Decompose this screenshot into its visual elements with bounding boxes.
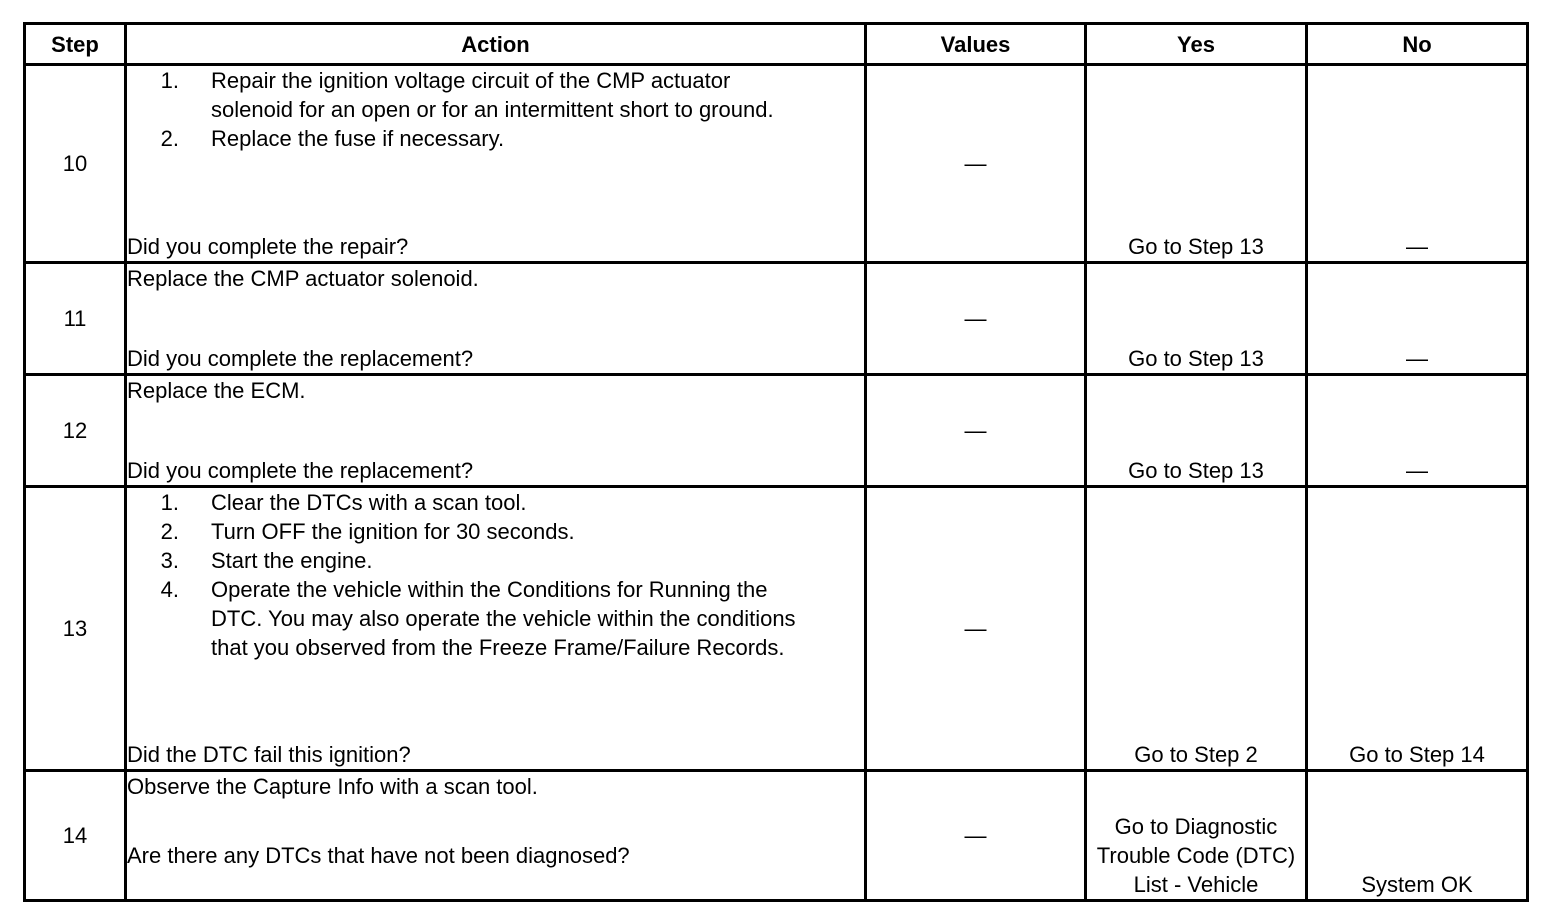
step-item-text: Operate the vehicle within the Conditions for Running the DTC. You may also operate the vehicle within the conditions that you observed from the Freeze Frame/Failure Records. — [211, 577, 796, 660]
action-cell — [126, 375, 866, 487]
table-row-step-10 — [25, 65, 1528, 263]
yes-cell: Go to Step 13 — [1086, 263, 1307, 375]
action-step-item — [127, 488, 864, 517]
step-item-number: 1. — [160, 68, 179, 93]
header-yes: Yes — [1086, 24, 1307, 65]
action-cell — [126, 263, 866, 375]
action-steps — [127, 488, 864, 662]
step-item-text: Clear the DTCs with a scan tool. — [211, 490, 527, 515]
step-number: 12 — [25, 375, 126, 487]
step-item-number: 2. — [160, 126, 179, 151]
step-item-number: 2. — [160, 519, 179, 544]
yes-cell: Go to Step 13 — [1086, 375, 1307, 487]
values-cell: — — [866, 487, 1086, 771]
step-item-text: Start the engine. — [211, 548, 373, 573]
values-cell: — — [866, 771, 1086, 901]
table-row-step-13 — [25, 487, 1528, 771]
header-values: Values — [866, 24, 1086, 65]
yes-cell: Go to Step 2 — [1086, 487, 1307, 771]
action-step-item — [127, 66, 864, 124]
action-step-item — [127, 546, 864, 575]
step-item-text: Replace the fuse if necessary. — [211, 126, 505, 151]
step-number: 11 — [25, 263, 126, 375]
action-cell — [126, 487, 866, 771]
step-item-number: 4. — [160, 577, 179, 602]
values-cell: — — [866, 263, 1086, 375]
values-cell: — — [866, 375, 1086, 487]
action-question: Did you complete the replacement? — [127, 346, 474, 371]
header-row — [25, 24, 1528, 65]
action-question: Did the DTC fail this ignition? — [127, 742, 411, 767]
no-cell: Go to Step 14 — [1307, 487, 1528, 771]
action-intro: Replace the ECM. — [127, 378, 306, 403]
header-step: Step — [25, 24, 126, 65]
yes-cell: Go to Step 13 — [1086, 65, 1307, 263]
step-item-number: 1. — [160, 490, 179, 515]
step-item-text: Turn OFF the ignition for 30 seconds. — [211, 519, 575, 544]
table-row-step-12 — [25, 375, 1528, 487]
action-intro: Replace the CMP actuator solenoid. — [127, 266, 479, 291]
no-cell: — — [1307, 263, 1528, 375]
action-step-item — [127, 124, 864, 153]
action-intro: Observe the Capture Info with a scan tool. — [127, 774, 538, 799]
diagnostic-table — [23, 22, 1529, 902]
step-number: 14 — [25, 771, 126, 901]
action-cell — [126, 771, 866, 901]
table-row-step-14 — [25, 771, 1528, 901]
step-item-text: Repair the ignition voltage circuit of the CMP actuator solenoid for an open or for an intermittent short to ground. — [211, 68, 774, 122]
header-no: No — [1307, 24, 1528, 65]
step-item-number: 3. — [160, 548, 179, 573]
values-cell: — — [866, 65, 1086, 263]
step-number: 13 — [25, 487, 126, 771]
no-cell: — — [1307, 375, 1528, 487]
action-question: Did you complete the replacement? — [127, 458, 474, 483]
yes-cell: Go to Diagnostic Trouble Code (DTC) List - Vehicle — [1086, 771, 1307, 901]
table-row-step-11 — [25, 263, 1528, 375]
no-cell: — — [1307, 65, 1528, 263]
action-step-item — [127, 517, 864, 546]
no-cell: System OK — [1307, 771, 1528, 901]
action-cell — [126, 65, 866, 263]
header-action: Action — [126, 24, 866, 65]
action-steps — [127, 66, 864, 153]
action-question: Did you complete the repair? — [127, 234, 409, 259]
step-number: 10 — [25, 65, 126, 263]
action-step-item — [127, 575, 864, 662]
action-question: Are there any DTCs that have not been diagnosed? — [127, 843, 630, 868]
